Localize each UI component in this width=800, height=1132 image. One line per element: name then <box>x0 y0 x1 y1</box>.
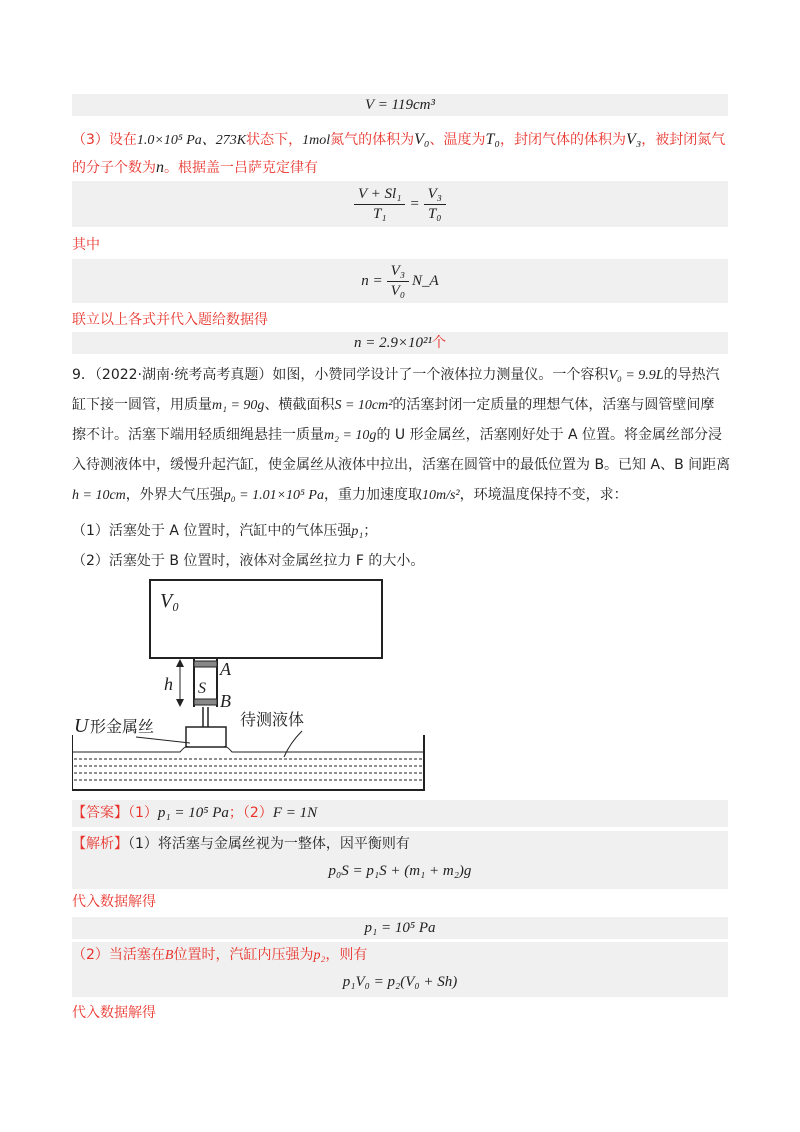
text: ； <box>363 523 378 539</box>
equation-text: n = 2.9×10²¹ <box>354 335 432 351</box>
text: ，重力加速度取 <box>323 487 422 503</box>
equation-text: p₁ = 10⁵ Pa <box>364 920 436 936</box>
answer-sep: ；（2） <box>228 805 273 821</box>
label-wire: 形金属丝 <box>90 717 155 736</box>
u-wire <box>186 727 226 747</box>
label-s: S <box>198 680 206 697</box>
text: （1）活塞处于 A 位置时，汽缸中的气体压强 <box>72 523 352 539</box>
analysis-text: （1）将活塞与金属丝视为一整体，因平衡则有 <box>128 836 410 852</box>
piston-b <box>194 699 217 705</box>
text: 9．（2022·湖南·统考高考真题）如图，小赞同学设计了一个液体拉力测量仪。一个容积 <box>72 367 609 383</box>
fraction-rhs <box>424 186 446 223</box>
math: n <box>156 159 164 176</box>
text: 缸下接一圆管，用质量 <box>72 397 212 413</box>
fraction <box>387 263 409 300</box>
answer-band <box>72 800 728 827</box>
where-label <box>72 232 100 258</box>
liquid-surface <box>72 747 424 752</box>
text: 的活塞封闭一定质量的理想气体，活塞与圆管壁间摩 <box>392 397 715 413</box>
label-liquid: 待测液体 <box>240 710 305 729</box>
answer-part1: （1） <box>128 805 158 821</box>
math: V₃ <box>625 131 642 148</box>
math: S = 10cm² <box>334 398 393 413</box>
part3-line1 <box>72 127 725 154</box>
leader-liquid <box>284 731 302 757</box>
apparatus-figure <box>72 575 552 800</box>
h-arrow-up <box>176 659 184 667</box>
math: m₁ = 90g <box>212 398 265 413</box>
label-u: U <box>74 715 89 737</box>
fraction-lhs <box>354 186 405 223</box>
unit: 个 <box>432 335 446 351</box>
denominator: T₁ <box>372 205 387 222</box>
liquid-lines <box>74 759 422 780</box>
text: 、横截面积 <box>264 397 335 413</box>
equation-text: p₀S = p₁S + (m₁ + m₂)g <box>328 863 472 879</box>
math: T₀ <box>485 131 500 148</box>
q9-sub2 <box>72 547 424 575</box>
text: 状态下， <box>246 132 303 148</box>
tank <box>72 735 424 790</box>
text: 联立以上各式并代入题给数据得 <box>72 312 268 328</box>
text: 其中 <box>72 237 100 253</box>
analysis-eq3 <box>72 968 728 996</box>
analysis-line1 <box>72 831 728 857</box>
q9-line1 <box>72 361 720 390</box>
numerator: V₃ <box>387 263 409 282</box>
math: B <box>164 948 174 963</box>
analysis-sub1 <box>72 889 156 915</box>
text: 的导热汽 <box>663 367 720 383</box>
denominator: V₀ <box>390 282 406 299</box>
analysis-label: 【解析】 <box>72 836 128 852</box>
denominator: T₀ <box>427 205 442 222</box>
text: （2）活塞处于 B 位置时，液体对金属丝拉力 F 的大小。 <box>72 553 425 569</box>
lhs: n = <box>361 272 383 289</box>
text: ，环境温度保持不变，求： <box>459 487 628 503</box>
q9-line5 <box>72 481 628 510</box>
label-h: h <box>164 674 173 694</box>
combine-label <box>72 307 268 333</box>
avogadro: N_A <box>412 272 439 289</box>
analysis-part2-band <box>72 942 728 997</box>
equation-text: V = 119cm³ <box>365 97 435 113</box>
label-v0: V₀ <box>160 590 180 612</box>
math: h = 10cm <box>72 488 126 503</box>
text: （3）设在 <box>72 132 137 148</box>
q9-sub1 <box>72 517 377 546</box>
q9-line2 <box>72 391 714 420</box>
math: p₁ <box>351 524 364 539</box>
text: 位置时，汽缸内压强为 <box>173 947 314 963</box>
answer-eq1: p₁ = 10⁵ Pa <box>157 805 229 821</box>
text: 入待测液体中，缓慢升起汽缸，使金属丝从液体中拉出，活塞在圆管中的最低位置为 B。已知 A、B 间距离 <box>72 457 731 473</box>
analysis-part2-text <box>72 942 728 968</box>
text: 、温度为 <box>429 132 486 148</box>
text: 氮气的体积为 <box>330 132 415 148</box>
part3-line2 <box>72 155 318 181</box>
math: p₀ = 1.01×10⁵ Pa <box>223 488 324 503</box>
equation-n <box>72 259 728 303</box>
analysis-sub2 <box>72 1000 156 1026</box>
numerator: V₃ <box>424 186 446 205</box>
math: m₂ = 10g <box>324 428 377 443</box>
math: 10m/s² <box>421 488 460 503</box>
q9-line4 <box>72 451 730 479</box>
text: ，外界大气压强 <box>125 487 224 503</box>
answer-eq2: F = 1N <box>272 805 318 821</box>
text: （2）当活塞在 <box>72 947 165 963</box>
label-b: B <box>220 691 231 711</box>
analysis-eq1 <box>72 857 728 885</box>
q9-line3 <box>72 421 722 450</box>
math: V₀ <box>414 131 430 148</box>
text: 擦不计。活塞下端用轻质细绳悬挂一质量 <box>72 427 324 443</box>
cylinder-box <box>150 580 382 658</box>
equation-n-result <box>72 332 728 354</box>
text: ，封闭气体的体积为 <box>499 132 626 148</box>
piston-a <box>194 661 217 667</box>
answer-label: 【答案】 <box>72 805 128 821</box>
analysis-eq2 <box>72 917 728 939</box>
analysis-band <box>72 831 728 889</box>
label-a: A <box>220 659 231 679</box>
math: 1mol <box>302 133 331 148</box>
equation-text: p₁V₀ = p₂(V₀ + Sh) <box>342 974 458 990</box>
math: p₂ <box>313 948 326 963</box>
text: 的 U 形金属丝，活塞刚好处于 A 位置。将金属丝部分浸 <box>376 427 723 443</box>
h-arrow-down <box>176 699 184 707</box>
text: 的分子个数为 <box>72 160 156 176</box>
text: 。根据盖一吕萨克定律有 <box>164 160 318 176</box>
equals: = <box>409 195 420 212</box>
math: 1.0×10⁵ Pa、273K <box>136 133 247 148</box>
leader-wire <box>136 737 190 743</box>
text: 代入数据解得 <box>72 894 156 910</box>
equation-gay-lussac <box>72 181 728 227</box>
equation-volume <box>72 94 728 116</box>
math: V₀ = 9.9L <box>608 368 664 383</box>
numerator: V + Sl₁ <box>354 186 405 205</box>
text: 代入数据解得 <box>72 1005 156 1021</box>
text: ，则有 <box>325 947 368 963</box>
text: ，被封闭氮气 <box>641 132 726 148</box>
